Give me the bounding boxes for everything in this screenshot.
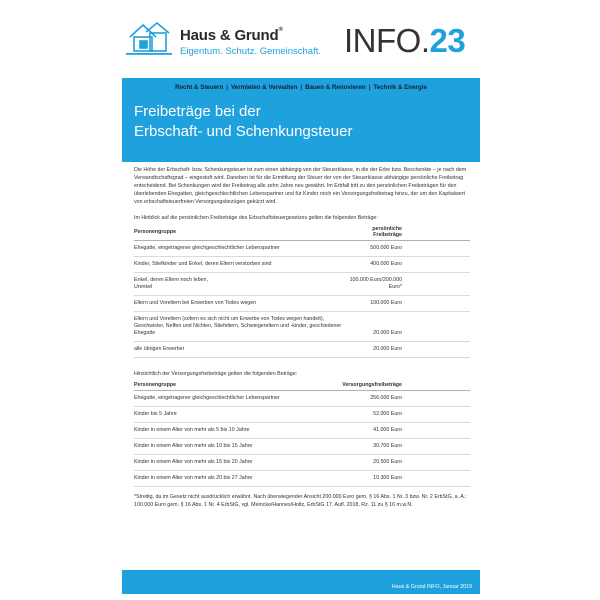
- info-sheet-page: [122, 14, 480, 594]
- row-label: Eltern und Voreltern bei Erwerben von Todes wegen: [134, 296, 344, 312]
- row-amount: 256.000 Euro: [342, 391, 470, 407]
- row-label: Kinder in einem Alter von mehr als 5 bis 10 Jahre: [134, 423, 342, 439]
- main-content: [134, 166, 470, 487]
- footer-band: [122, 570, 480, 594]
- row-amount: 100.000 Euro: [344, 296, 470, 312]
- table2-col-group: Personengruppe: [134, 381, 342, 391]
- intro-paragraph: Die Höhe der Erbschaft- bzw. Schenkungsteuer ist zum einen abhängig von der Steuerklasse, in die der Erbe bzw. Beschenkte – je nach dem Verwandtschaftsgrad – eingestuft wird. Daneben ist für die Ermittlung der Steuer der von der Steuerklasse abhängige persönliche Freibetrag entscheidend. Bei Schenkungen wird der Freibetrag alle zehn Jahre neu gewährt. Im Erbfall tritt zu den persönlichen Freibeträgen für den überlebenden Ehegatten, gleichgeschlechtlichen Lebenspartner und für Kinder noch ein Versorgungsfreibetrag hinzu, der um den Kapitalwert von erbschaftsteuerfreien Versorgungsbezügen gekürzt wird.: [134, 167, 467, 205]
- nav-item-recht-steuern[interactable]: Recht & Steuern: [175, 84, 224, 91]
- row-label: Kinder in einem Alter von mehr als 20 bis 27 Jahre: [134, 471, 342, 487]
- row-label: Kinder, Stiefkinder und Enkel, deren Eltern verstorben sind: [134, 257, 344, 273]
- brand-tagline: Eigentum. Schutz. Gemeinschaft.: [180, 46, 321, 57]
- table-row: [134, 273, 470, 296]
- page-title: Freibeträge bei der Erbschaft- und Schenkungsteuer: [134, 103, 353, 140]
- title-band: [122, 78, 480, 162]
- nav-item-vermieten-verwalten[interactable]: Vermieten & Verwalten: [230, 84, 298, 91]
- row-amount: 20.000 Euro: [344, 342, 470, 358]
- row-amount: 10.300 Euro: [342, 471, 470, 487]
- table1-col-amount: persönliche Freibeträge: [344, 225, 470, 241]
- row-label: Eltern und Voreltern (sofern es sich nicht um Erwerbe von Todes wegen handelt), Geschwister, Neffen und Nichten, Stiefeltern, Schwiegereltern und -kinder, geschiedener Ehegatte: [134, 312, 344, 342]
- row-label: Ehegatte, eingetragener gleichgeschlechtlicher Lebenspartner: [134, 241, 344, 257]
- table-row: [134, 296, 470, 312]
- table-row: [134, 241, 470, 257]
- pension-allowances-table: [134, 381, 470, 487]
- category-nav: Recht & Steuern | Vermieten & Verwalten | Bauen & Renovieren | Technik & Energie: [175, 84, 427, 91]
- row-label: Kinder in einem Alter von mehr als 10 bis 15 Jahre: [134, 439, 342, 455]
- row-amount: 20.000 Euro: [344, 312, 470, 342]
- table-row: [134, 257, 470, 273]
- row-amount: 400.000 Euro: [344, 257, 470, 273]
- row-label: Enkel, deren Eltern noch leben, Urenkel: [134, 273, 344, 296]
- nav-item-technik-energie[interactable]: Technik & Energie: [373, 84, 427, 91]
- footer-text: Haus & Grund INFO, Januar 2019: [391, 584, 472, 590]
- row-amount: 100.000 Euro/200.000 Euro*: [344, 273, 470, 296]
- row-amount: 20.500 Euro: [342, 455, 470, 471]
- row-label: alle übrigen Erwerber: [134, 342, 344, 358]
- table-row: [134, 439, 470, 455]
- row-amount: 500.000 Euro: [344, 241, 470, 257]
- row-amount: 52.000 Euro: [342, 407, 470, 423]
- personal-allowances-table: [134, 225, 470, 358]
- row-label: Ehegatte, eingetragener gleichgeschlechtlicher Lebenspartner: [134, 391, 342, 407]
- table2-col-amount: Versorgungsfreibeträge: [342, 381, 470, 391]
- brand-name: Haus & Grund®: [180, 27, 283, 44]
- footnote: *Streitig, da im Gesetz nicht ausdrücklich erwähnt. Nach überwiegender Ansicht 200.000 Euro gem. § 16 Abs. 1 Nr. 3 bzw. Nr. 2 ErbStG, a. A.: 100.000 Euro gem. § 16 Abs. 1 Nr. 4 ErbStG, vgl. Meincke/Hannes/Holtz, ErbStG 17. Aufl. 2018, Rz. 11 zu § 16 m.w.N.: [134, 494, 467, 508]
- table1-lead: Im Hinblick auf die persönlichen Freibeträge des Erbschaftsteuergesetzes gelten die folgenden Beträge:: [134, 215, 378, 221]
- info-number-title: INFO.23: [344, 22, 466, 59]
- house-logo-icon: [126, 20, 172, 58]
- row-amount: 30.700 Euro: [342, 439, 470, 455]
- table-row: [134, 455, 470, 471]
- table-row: [134, 407, 470, 423]
- table-row: [134, 391, 470, 407]
- table-row: [134, 342, 470, 358]
- row-label: Kinder in einem Alter von mehr als 15 bis 20 Jahre: [134, 455, 342, 471]
- nav-item-bauen-renovieren[interactable]: Bauen & Renovieren: [305, 84, 366, 91]
- row-label: Kinder bis 5 Jahre: [134, 407, 342, 423]
- table1-col-group: Personengruppe: [134, 225, 344, 241]
- table2-lead: Hinsichtlich der Versorgungsfreibeträge gelten die folgenden Beträge:: [134, 371, 298, 377]
- table-row: [134, 471, 470, 487]
- row-amount: 41.000 Euro: [342, 423, 470, 439]
- table-row: [134, 312, 470, 342]
- table-row: [134, 423, 470, 439]
